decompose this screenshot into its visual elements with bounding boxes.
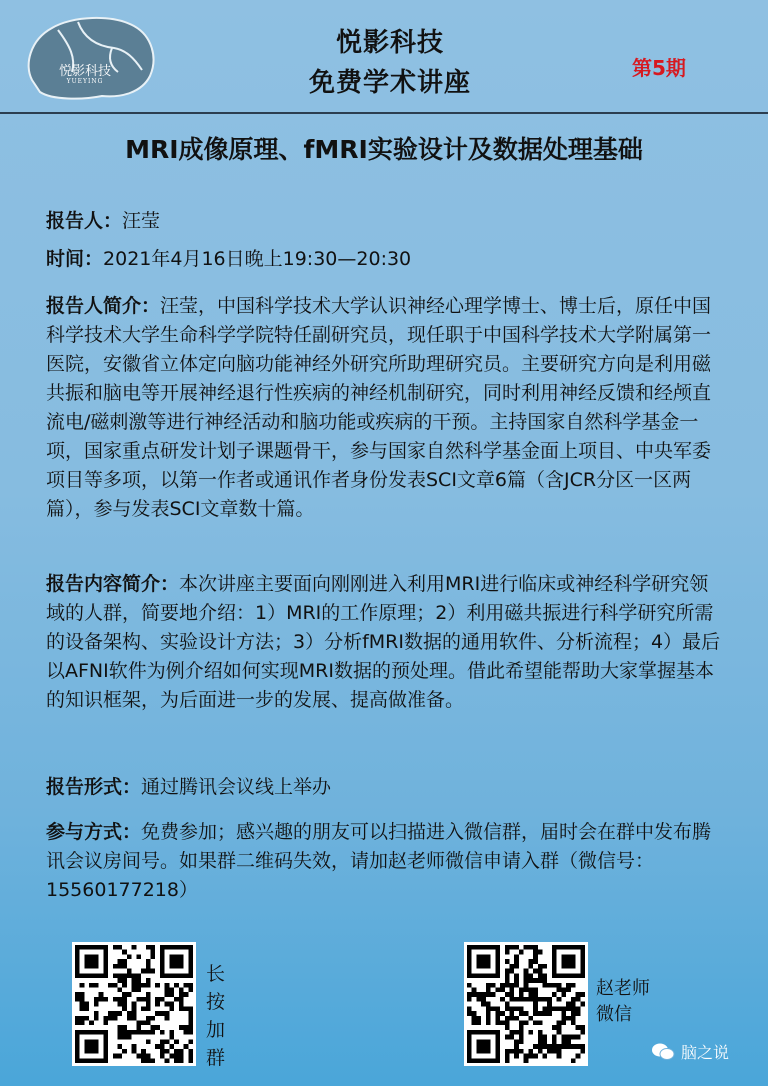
- event-series: 免费学术讲座: [308, 68, 471, 98]
- format-line: [46, 772, 736, 799]
- time-line: [46, 244, 736, 271]
- format-value: 通过腾讯会议线上举办: [141, 776, 332, 798]
- wechat-icon: [651, 1042, 675, 1062]
- qr-left-caption: 长 按 加 群: [206, 963, 226, 1069]
- bio-label: 报告人简介：: [46, 295, 161, 317]
- content-summary: [46, 570, 726, 715]
- time-label: 时间：: [46, 248, 104, 270]
- logo-subtext: YUEYING: [66, 78, 104, 85]
- bio-text: 汪莹，中国科学技术大学认识神经心理学博士、博士后，原任中国科学技术大学生命科学学院特任副研究员，现任职于中国科学技术大学附属第一医院，安徽省立体定向脑功能神经外研究所助理研究员。主要研究方向是利用磁共振和脑电等开展神经退行性疾病的神经机制研究，同时利用神经反馈和经颅直流电/磁刺激等进行神经活动和脑功能或疾病的干预。主持国家自然科学基金一项，国家重点研发计划子课题骨干，参与国家自然科学基金面上项目、中央军委项目等多项，以第一作者或通讯作者身份发表SCI文章6篇（含JCR分区一区两篇），参与发表SCI文章数十篇。: [46, 295, 712, 520]
- wechat-group-qr-code[interactable]: [72, 942, 196, 1066]
- header: [0, 0, 768, 114]
- format-label: 报告形式：: [46, 776, 142, 798]
- watermark-text: 脑之说: [681, 1043, 730, 1062]
- brain-logo-icon: [22, 10, 158, 104]
- watermark: [651, 1040, 729, 1063]
- organizer-name: 悦影科技: [335, 28, 444, 58]
- logo-text: 悦影科技: [58, 64, 111, 79]
- lecture-title: MRI成像原理、fMRI实验设计及数据处理基础: [125, 135, 643, 164]
- time-value: 2021年4月16日晚上19:30—20:30: [103, 248, 412, 270]
- join-text: 免费参加；感兴趣的朋友可以扫描进入微信群，届时会在群中发布腾讯会议房间号。如果群二维码失效，请加赵老师微信申请入群（微信号：15560177218）: [46, 821, 712, 901]
- speaker-bio: [46, 292, 726, 524]
- speaker-label: 报告人：: [46, 210, 123, 232]
- speaker-line: [46, 206, 736, 233]
- join-info: [46, 818, 726, 905]
- content-text: 本次讲座主要面向刚刚进入利用MRI进行临床或神经科学研究领域的人群，简要地介绍：1）MRI的工作原理；2）利用磁共振进行科学研究所需的设备架构、实验设计方法；3）分析fMRI数据的通用软件、分析流程；4）最后以AFNI软件为例介绍如何实现MRI数据的预处理。借此希望能帮助大家掌握基本的知识框架，为后面进一步的发展、提高做准备。: [46, 573, 721, 711]
- speaker-name: 汪莹: [122, 210, 161, 232]
- header-divider: [0, 112, 768, 114]
- qr-right-caption-line2: 微信: [596, 1004, 632, 1025]
- join-label: 参与方式：: [46, 821, 142, 843]
- content-label: 报告内容简介：: [46, 573, 180, 595]
- teacher-wechat-qr-code[interactable]: [464, 942, 588, 1066]
- qr-right-caption-line1: 赵老师: [596, 978, 650, 999]
- qr-right-caption: [596, 976, 650, 1028]
- issue-number: 第5期: [632, 56, 686, 80]
